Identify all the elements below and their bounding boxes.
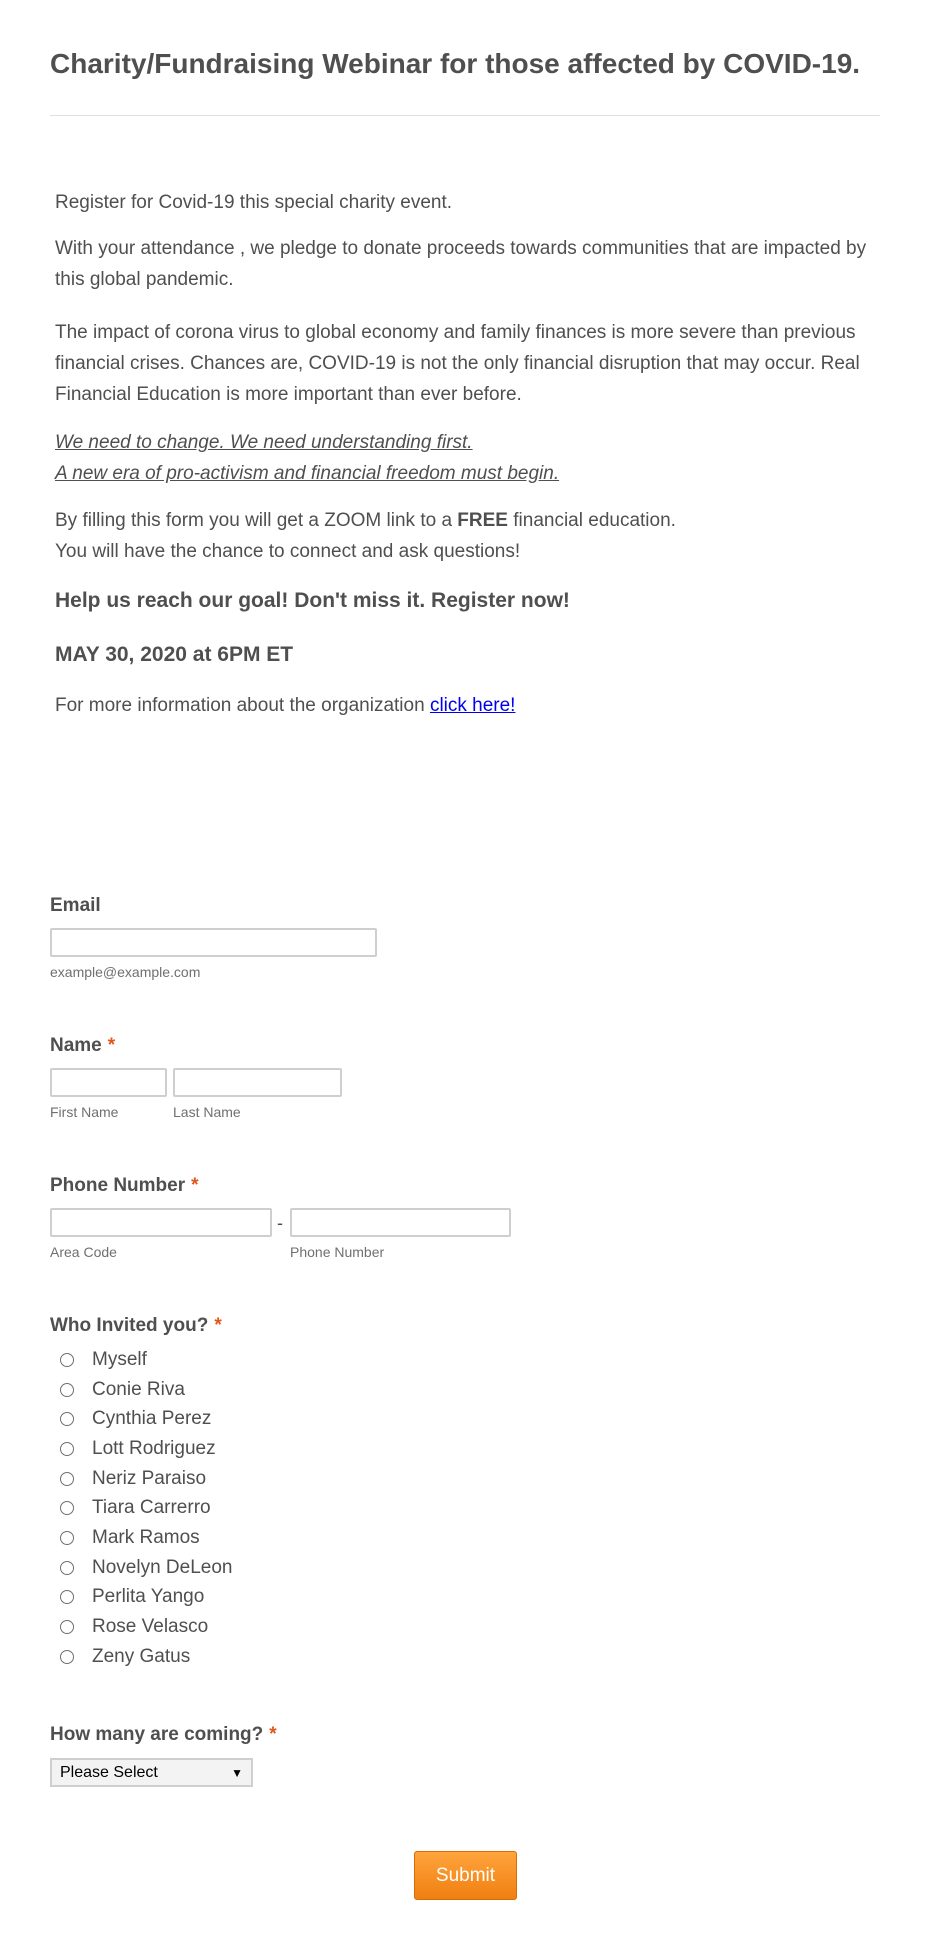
radio-button[interactable] bbox=[60, 1412, 74, 1426]
page-title: Charity/Fundraising Webinar for those affected by COVID-19. bbox=[50, 48, 861, 79]
title-divider bbox=[50, 115, 880, 116]
required-asterisk: * bbox=[214, 1315, 222, 1336]
intro-paragraph-3: The impact of corona virus to global economy and family finances is more severe than previous financial crises. Chances are, COVID-19 is not the only financial disruption that may occur. Real Financial Education is more important than ever before. bbox=[55, 322, 860, 405]
name-label: Name * bbox=[50, 1035, 116, 1056]
invited-option-mark-ramos[interactable]: Mark Ramos bbox=[60, 1526, 200, 1550]
email-field[interactable] bbox=[50, 928, 377, 957]
invited-option-tiara-carrerro[interactable]: Tiara Carrerro bbox=[60, 1496, 211, 1520]
count-select[interactable] bbox=[50, 1758, 253, 1787]
radio-button[interactable] bbox=[60, 1561, 74, 1575]
free-text: FREE bbox=[457, 510, 508, 531]
invited-option-zeny-gatus[interactable]: Zeny Gatus bbox=[60, 1645, 190, 1669]
zoom-text: By filling this form you will get a ZOOM link to a bbox=[55, 510, 458, 531]
invited-option-novelyn-deleon[interactable]: Novelyn DeLeon bbox=[60, 1556, 232, 1580]
intro-quote bbox=[55, 427, 875, 489]
first-name-field[interactable] bbox=[50, 1068, 167, 1097]
area-code-field[interactable] bbox=[50, 1208, 272, 1237]
phone-label: Phone Number * bbox=[50, 1175, 199, 1196]
area-code-sublabel: Area Code bbox=[50, 1244, 117, 1260]
radio-button[interactable] bbox=[60, 1590, 74, 1604]
count-label: How many are coming? * bbox=[50, 1724, 277, 1745]
radio-button[interactable] bbox=[60, 1531, 74, 1545]
invited-option-conie-riva[interactable]: Conie Riva bbox=[60, 1378, 185, 1402]
intro-paragraph-5 bbox=[55, 505, 875, 567]
email-label: Email bbox=[50, 895, 101, 916]
chevron-down-icon: ▼ bbox=[231, 1765, 243, 1780]
radio-button[interactable] bbox=[60, 1472, 74, 1486]
count-selected-value: Please Select bbox=[60, 1763, 158, 1781]
radio-button[interactable] bbox=[60, 1650, 74, 1664]
phone-separator: - bbox=[277, 1213, 283, 1233]
phone-number-field[interactable] bbox=[290, 1208, 511, 1237]
invited-option-myself[interactable]: Myself bbox=[60, 1348, 147, 1372]
invited-label: Who Invited you? * bbox=[50, 1315, 222, 1336]
invited-option-rose-velasco[interactable]: Rose Velasco bbox=[60, 1615, 208, 1639]
submit-button[interactable]: Submit bbox=[414, 1851, 517, 1900]
event-date: MAY 30, 2020 at 6PM ET bbox=[55, 643, 294, 666]
invited-option-perlita-yango[interactable]: Perlita Yango bbox=[60, 1585, 204, 1609]
required-asterisk: * bbox=[107, 1035, 116, 1056]
intro-paragraph-2: With your attendance , we pledge to donate proceeds towards communities that are impacted by this global pandemic. bbox=[55, 238, 867, 290]
financial-text: financial education. bbox=[507, 510, 676, 531]
phone-number-sublabel: Phone Number bbox=[290, 1244, 385, 1260]
required-asterisk: * bbox=[269, 1724, 277, 1745]
more-info-text: For more information about the organization bbox=[55, 695, 430, 716]
more-info-link[interactable]: click here! bbox=[429, 695, 516, 716]
required-asterisk: * bbox=[191, 1175, 199, 1196]
connect-text: You will have the chance to connect and ask questions! bbox=[55, 541, 521, 562]
first-name-sublabel: First Name bbox=[50, 1104, 119, 1120]
radio-button[interactable] bbox=[60, 1620, 74, 1634]
invited-option-cynthia-perez[interactable]: Cynthia Perez bbox=[60, 1407, 211, 1431]
email-sublabel: example@example.com bbox=[50, 964, 201, 980]
radio-button[interactable] bbox=[60, 1442, 74, 1456]
quote-line-2: A new era of pro-activism and financial freedom must begin. bbox=[55, 463, 560, 484]
more-info bbox=[55, 690, 875, 721]
invited-option-lott-rodriguez[interactable]: Lott Rodriguez bbox=[60, 1437, 216, 1461]
goal-heading: Help us reach our goal! Don't miss it. Register now! bbox=[55, 589, 570, 612]
radio-button[interactable] bbox=[60, 1501, 74, 1515]
last-name-sublabel: Last Name bbox=[173, 1104, 241, 1120]
invited-option-neriz-paraiso[interactable]: Neriz Paraiso bbox=[60, 1467, 206, 1491]
intro-paragraph-1: Register for Covid-19 this special charity event. bbox=[55, 192, 453, 213]
quote-line-1: We need to change. We need understanding first. bbox=[55, 432, 473, 453]
radio-button[interactable] bbox=[60, 1383, 74, 1397]
radio-button[interactable] bbox=[60, 1353, 74, 1367]
last-name-field[interactable] bbox=[173, 1068, 342, 1097]
